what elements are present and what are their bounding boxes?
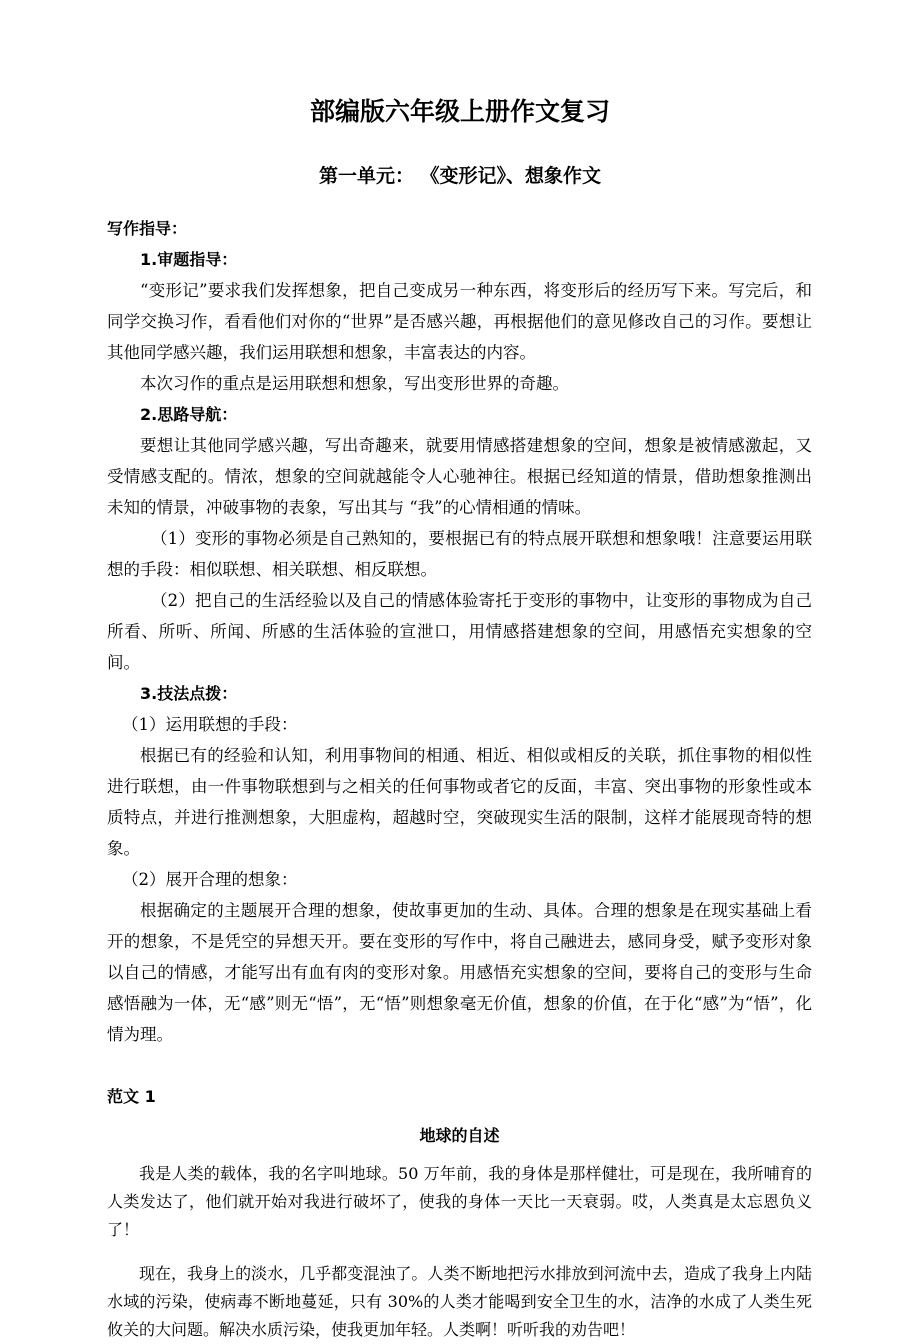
paragraph: 要想让其他同学感兴趣，写出奇趣来，就要用情感搭建想象的空间，想象是被情感激起，又受情感支配的。情浓，想象的空间就越能令人心驰神往。根据已经知道的情景，借助想象推测出未知的情景，冲破事物的表象，写出其与 “我”的心情相通的情味。 [107,436,812,517]
technique-point-label: （2）展开合理的想象： [122,870,298,889]
paragraph: （2）把自己的生活经验以及自己的情感体验寄托于变形的事物中，让变形的事物成为自己所看、所听、所闻、所感的生活体验的宣泄口，用情感搭建想象的空间，用感悟充实想象的空间。 [107,591,812,672]
section-heading-topic-guide: 1.审题指导： [140,250,238,269]
section-heading-idea-navigation: 2.思路导航： [140,405,238,424]
writing-guide-heading: 写作指导： [107,219,188,238]
paragraph: “变形记”要求我们发挥想象，把自己变成另一种东西，将变形后的经历写下来。写完后，和同学交换习作，看看他们对你的“世界”是否感兴趣，再根据他们的意见修改自己的习作。要想让其他同学感兴趣，我们运用联想和想象，丰富表达的内容。 [107,281,812,362]
section-heading-technique-tips: 3.技法点拨： [140,684,238,703]
paragraph: （1）变形的事物必须是自己熟知的，要根据已有的特点展开联想和想象哦！注意要运用联想的手段：相似联想、相关联想、相反联想。 [107,529,812,579]
sample-essay-body [107,1160,812,1344]
sample-essay-title: 地球的自述 [419,1126,500,1145]
essay-paragraph: 我是人类的载体，我的名字叫地球。50 万年前，我的身体是那样健壮，可是现在，我所哺育的人类发达了，他们就开始对我进行破坏了，使我的身体一天比一天衰弱。哎，人类真是太忘恩负义了！ [107,1164,812,1239]
paragraph: 根据已有的经验和认知，利用事物间的相通、相近、相似或相反的关联，抓住事物的相似性进行联想，由一件事物联想到与之相关的任何事物或者它的反面，丰富、突出事物的形象性或本质特点，并进行推测想象，大胆虚构，超越时空，突破现实生活的限制，这样才能展现奇特的想象。 [107,746,812,858]
technique-point-label: （1）运用联想的手段： [122,715,298,734]
sample-essay-label: 范文 1 [107,1087,156,1106]
paragraph: 本次习作的重点是运用联想和想象，写出变形世界的奇趣。 [140,374,569,393]
spacer [107,1050,812,1081]
document-body [107,213,812,1344]
essay-paragraph: 现在，我身上的淡水，几乎都变混浊了。人类不断地把污水排放到河流中去，造成了我身上内陆水域的污染，使病毒不断地蔓延，只有 30%的人类才能喝到安全卫生的水，洁净的水成了人类生死攸关的大问题。解决水质污染，使我更加年轻。人类啊！听听我的劝告吧！ [107,1264,812,1339]
paragraph: 根据确定的主题展开合理的想象，使故事更加的生动、具体。合理的想象是在现实基础上看开的想象，不是凭空的异想天开。要在变形的写作中，将自己融进去，感同身受，赋予变形对象以自己的情感，才能写出有血有肉的变形对象。用感悟充实想象的空间，要将自己的变形与生命感悟融为一体，无“感”则无“悟”，无“悟”则想象毫无价值，想象的价值，在于化“感”为“悟”，化情为理。 [107,901,812,1044]
document-title: 部编版六年级上册作文复习 [309,97,610,126]
unit-title: 第一单元： 《变形记》、想象作文 [318,165,602,187]
